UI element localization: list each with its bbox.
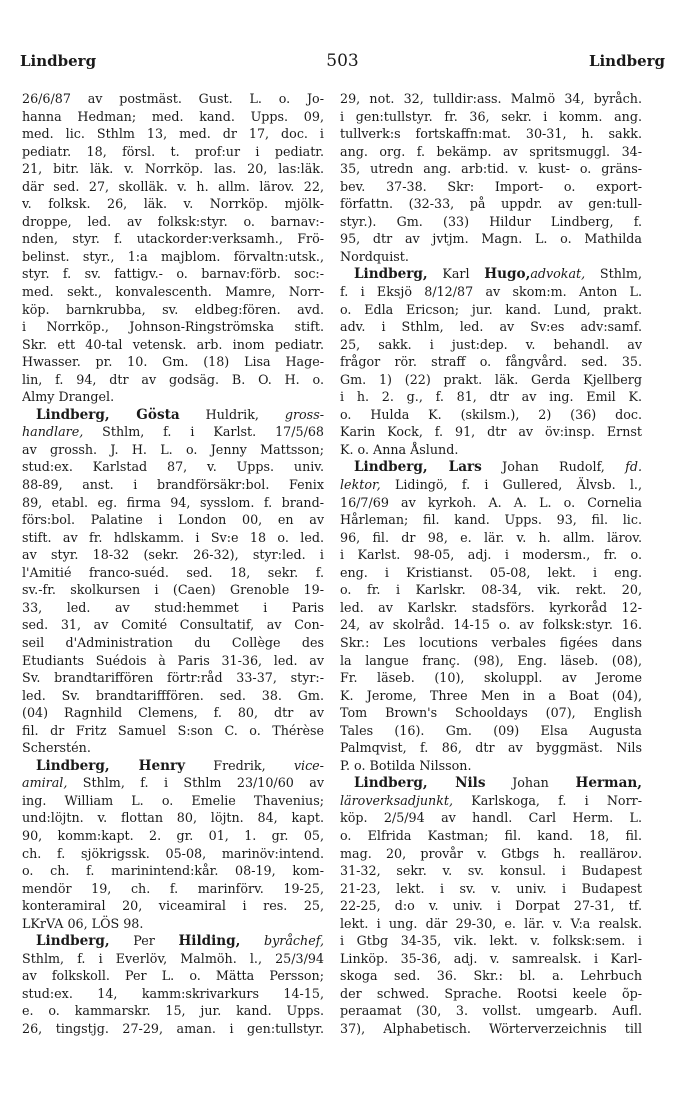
- text-line: [340, 441, 642, 459]
- text-segment: LKrVA 06, LÖS 98.: [22, 915, 144, 931]
- italic-text: gross-: [284, 406, 324, 422]
- text-segment: 22-25, d:o v. univ. i Dorpat 27-31, tf.: [340, 898, 642, 914]
- text-line: [22, 301, 324, 319]
- text-line: [22, 371, 324, 389]
- text-segment: Lidingö, f. i Gullered, Älvsb. l.,: [380, 477, 642, 493]
- text-segment: Fredrik,: [185, 757, 294, 773]
- entry-heading-line: [340, 774, 642, 792]
- text-line: [22, 108, 324, 126]
- text-segment: P. o. Botilda Nilsson.: [340, 757, 472, 773]
- text-line: [340, 599, 642, 617]
- entry-heading-line: [340, 458, 642, 476]
- text-segment: l'Amitié franco-suéd. sed. 18, sekr. f.: [22, 564, 324, 580]
- text-line: [22, 704, 324, 722]
- page-header: [20, 52, 665, 76]
- entry-heading-line: [22, 932, 324, 950]
- text-segment: i gen:tullstyr. fr. 36, sekr. i komm. ang.: [340, 108, 642, 124]
- entry-name: Lindberg, Nils: [354, 775, 486, 792]
- text-segment: hanna Hedman; med. kand. Upps. 09,: [22, 108, 324, 124]
- text-segment: 31-32, sekr. v. sv. konsul. i Budapest: [340, 863, 642, 879]
- text-segment: led. av Karlskr. stadsförs. kyrkoråd 12-: [340, 599, 642, 615]
- text-segment: K. o. Anna Åslund.: [340, 441, 459, 457]
- text-segment: 88-89, anst. i brandförsäkr:bol. Fenix: [22, 477, 324, 493]
- text-segment: Johan Rudolf,: [481, 459, 626, 475]
- text-segment: konteramiral 20, viceamiral i res. 25,: [22, 898, 324, 914]
- entry-name: Lindberg, Lars: [354, 459, 482, 476]
- text-segment: f. i Eksjö 8/12/87 av skom:m. Anton L.: [340, 284, 642, 300]
- entry-name: Herman,: [575, 775, 642, 792]
- entry-name: Lindberg, Gösta: [36, 406, 180, 423]
- text-line: [22, 967, 324, 985]
- italic-text: läroverksadjunkt,: [340, 792, 454, 808]
- text-segment: av styr. 18-32 (sekr. 26-32), styr:led. i: [22, 547, 324, 563]
- text-segment: författn. (32-33, på uppdr. av gen:tull-: [340, 196, 642, 212]
- text-segment: eng. i Kristianst. 05-08, lekt. i eng.: [340, 564, 642, 580]
- text-segment: Karlskoga, f. i Norr-: [453, 792, 642, 808]
- text-segment: o. Edla Ericson; jur. kand. Lund, prakt.: [340, 301, 642, 317]
- text-line: [340, 845, 642, 863]
- text-line: [340, 476, 642, 494]
- text-segment: Sthlm, f. i Everlöv, Malmöh. l., 25/3/94: [22, 950, 324, 966]
- text-line: [22, 827, 324, 845]
- text-segment: 89, etabl. eg. firma 94, sysslom. f. brand-: [22, 494, 324, 510]
- text-line: [340, 669, 642, 687]
- text-segment: med. sekt., konvalescenth. Mamre, Norr-: [22, 284, 324, 300]
- text-segment: Sthlm, f. i Karlst. 17/5/68: [83, 424, 324, 440]
- text-segment: stud:ex. Karlstad 87, v. Upps. univ.: [22, 459, 324, 475]
- text-segment: [240, 933, 264, 948]
- italic-text: advokat,: [530, 266, 586, 282]
- text-line: [340, 423, 642, 441]
- italic-text: fd.: [625, 459, 642, 475]
- text-segment: 33, led. av stud:hemmet i Paris: [22, 599, 324, 615]
- text-segment: mag. 20, provår v. Gtbgs h. realläroν.: [340, 845, 642, 861]
- text-line: [22, 143, 324, 161]
- text-line: [340, 722, 642, 740]
- text-segment: la langue franç. (98), Eng. läseb. (08),: [340, 652, 642, 668]
- header-running-head-right: Lindberg: [588, 52, 665, 70]
- text-line: [340, 880, 642, 898]
- text-line: [22, 494, 324, 512]
- text-line: [22, 564, 324, 582]
- text-line: [22, 265, 324, 283]
- text-segment: bev. 37-38. Skr: Import- o. export-: [340, 178, 642, 194]
- entry-name: Lindberg, Henry: [36, 757, 186, 774]
- text-segment: Karin Kock, f. 91, dtr av öv:insp. Ernst: [340, 424, 642, 440]
- text-line: [22, 388, 324, 406]
- text-segment: Sthlm, f. i Sthlm 23/10/60 av: [67, 775, 324, 791]
- text-segment: K. Jerome, Three Men in a Boat (04),: [340, 687, 642, 703]
- text-line: [22, 178, 324, 196]
- text-line: [22, 950, 324, 968]
- text-line: [22, 845, 324, 863]
- text-line: [340, 932, 642, 950]
- text-segment: Sv. brandtariffören förtr:råd 33-37, styr:-: [22, 670, 324, 686]
- text-line: [340, 985, 642, 1003]
- text-segment: i Karlst. 98-05, adj. i modersm., fr. o.: [340, 547, 642, 563]
- text-line: [340, 581, 642, 599]
- text-line: [340, 283, 642, 301]
- text-segment: Tom Brown's Schooldays (07), English: [340, 705, 642, 721]
- text-line: [22, 546, 324, 564]
- text-line: [340, 950, 642, 968]
- text-segment: lekt. i ung. där 29-30, e. lär. v. V:a realsk.: [340, 915, 642, 931]
- text-segment: nden, styr. f. utackorder:verksamh., Frö-: [22, 231, 324, 247]
- text-line: [22, 511, 324, 529]
- text-segment: und:löjtn. v. flottan 80, löjtn. 84, kapt.: [22, 810, 324, 826]
- text-segment: Hwasser. pr. 10. Gm. (18) Lisa Hage-: [22, 354, 324, 370]
- text-segment: 29, not. 32, tulldir:ass. Malmö 34, byråch.: [340, 91, 642, 106]
- text-segment: Huldrik,: [179, 406, 285, 422]
- text-line: [22, 897, 324, 915]
- text-segment: Almy Drangel.: [22, 389, 115, 405]
- text-segment: 37), Alphabetisch. Wörterverzeichnis till: [340, 1020, 642, 1036]
- text-line: [340, 862, 642, 880]
- text-segment: Skr. ett 40-tal vetensk. arb. inom pediatr.: [22, 336, 324, 352]
- text-line: [22, 283, 324, 301]
- text-line: [22, 792, 324, 810]
- text-segment: stud:ex. 14, kamm:skrivarkurs 14-15,: [22, 985, 324, 1001]
- text-line: [22, 160, 324, 178]
- text-line: [340, 757, 642, 775]
- text-segment: styr. f. sv. fattigv.- o. barnav:förb. soc:-: [22, 266, 324, 282]
- text-line: [340, 494, 642, 512]
- entry-heading-line: [22, 406, 324, 424]
- text-line: [340, 178, 642, 196]
- text-line: [340, 967, 642, 985]
- left-column: [22, 90, 324, 1038]
- text-line: [22, 195, 324, 213]
- text-segment: led. Sv. brandtarifffören. sed. 38. Gm.: [22, 687, 324, 703]
- text-segment: o. fr. i Karlskr. 08-34, vik. rekt. 20,: [340, 582, 642, 598]
- text-segment: Sthlm,: [585, 266, 642, 282]
- text-segment: 90, komm:kapt. 2. gr. 01, 1. gr. 05,: [22, 827, 324, 843]
- text-segment: sed. 31, av Comité Consultatif, av Con-: [22, 617, 324, 633]
- text-segment: seil d'Administration du Collège des: [22, 634, 324, 650]
- text-line: [22, 213, 324, 231]
- text-line: [22, 441, 324, 459]
- text-segment: i Norrköp., Johnson-Ringströmska stift.: [22, 319, 324, 335]
- text-segment: o. Elfrida Kastman; fil. kand. 18, fil.: [340, 827, 642, 843]
- text-line: [340, 827, 642, 845]
- text-line: [340, 125, 642, 143]
- italic-text: handlare,: [22, 424, 84, 440]
- text-segment: belinst. styr., 1:a majblom. förvaltn:utsk.,: [22, 248, 324, 264]
- text-segment: 24, av skolråd. 14-15 o. av folksk:styr. 16.: [340, 617, 642, 633]
- text-line: [22, 353, 324, 371]
- text-segment: Per: [109, 933, 179, 949]
- text-line: [22, 90, 324, 108]
- right-column: [340, 90, 642, 1038]
- text-segment: peraamat (30, 3. vollst. umgearb. Aufl.: [340, 1003, 642, 1019]
- text-line: [340, 739, 642, 757]
- text-segment: 96, fil. dr 98, e. lär. v. h. allm. lärov.: [340, 529, 642, 545]
- text-segment: ing. William L. o. Emelie Thavenius;: [22, 792, 324, 808]
- entry-name: Hugo,: [484, 266, 531, 283]
- text-line: [340, 388, 642, 406]
- text-line: [340, 792, 642, 810]
- text-segment: Karl: [427, 266, 485, 282]
- text-line: [22, 458, 324, 476]
- text-line: [340, 213, 642, 231]
- text-line: [340, 564, 642, 582]
- text-segment: o. Hulda K. (skilsm.), 2) (36) doc.: [340, 406, 642, 422]
- text-segment: 16/7/69 av kyrkoh. A. A. L. o. Cornelia: [340, 494, 642, 510]
- text-line: [340, 616, 642, 634]
- text-segment: Palmqvist, f. 86, dtr av byggmäst. Nils: [340, 740, 642, 756]
- text-line: [340, 160, 642, 178]
- text-segment: v. folksk. 26, läk. v. Norrköp. mjölk-: [22, 196, 324, 212]
- text-segment: Nordquist.: [340, 248, 409, 264]
- text-segment: der schwed. Sprache. Rootsi keele õp-: [340, 985, 642, 1001]
- text-line: [22, 336, 324, 354]
- text-segment: ang. org. f. bekämp. av spritsmuggl. 34-: [340, 143, 642, 159]
- text-segment: i Gtbg 34-35, vik. lekt. v. folksk:sem. i: [340, 933, 642, 949]
- text-segment: e. o. kammarskr. 15, jur. kand. Upps.: [22, 1003, 324, 1019]
- text-line: [340, 301, 642, 319]
- text-segment: adv. i Sthlm, led. av Sv:es adv:samf.: [340, 319, 642, 335]
- text-line: [340, 318, 642, 336]
- text-segment: Tales (16). Gm. (09) Elsa Augusta: [340, 722, 642, 738]
- entry-heading-line: [340, 265, 642, 283]
- text-line: [340, 511, 642, 529]
- text-segment: förs:bol. Palatine i London 00, en av: [22, 512, 324, 528]
- italic-text: byråchef,: [264, 933, 324, 949]
- text-line: [340, 1020, 642, 1038]
- text-segment: droppe, led. av folksk:styr. o. barnav:-: [22, 213, 324, 229]
- text-line: [340, 230, 642, 248]
- text-segment: Johan: [485, 775, 576, 791]
- text-segment: 95, dtr av jvtjm. Magn. L. o. Mathilda: [340, 231, 642, 247]
- text-segment: Scherstén.: [22, 740, 91, 756]
- text-line: [22, 599, 324, 617]
- italic-text: amiral,: [22, 775, 68, 791]
- text-line: [340, 108, 642, 126]
- text-line: [340, 652, 642, 670]
- text-segment: Linköp. 35-36, adj. v. samrealsk. i Karl-: [340, 950, 642, 966]
- italic-text: lektor,: [340, 477, 381, 493]
- text-segment: köp. 2/5/94 av handl. Carl Herm. L.: [340, 810, 642, 826]
- text-segment: 35, utredn ang. arb:tid. v. kust- o. gräns-: [340, 161, 642, 177]
- text-segment: 26, tingstjg. 27-29, aman. i gen:tullstyr.: [22, 1020, 324, 1036]
- text-segment: Fr. läseb. (10), skoluppl. av Jerome: [340, 670, 642, 686]
- text-segment: sv.-fr. skolkursen i (Caen) Grenoble 19-: [22, 582, 324, 598]
- text-line: [340, 687, 642, 705]
- text-line: [22, 230, 324, 248]
- text-line: [340, 371, 642, 389]
- text-line: [340, 529, 642, 547]
- text-line: [340, 809, 642, 827]
- text-line: [22, 1020, 324, 1038]
- text-line: [22, 125, 324, 143]
- text-segment: ch. f. sjökrigssk. 05-08, marinöv:intend.: [22, 845, 324, 861]
- text-line: [340, 406, 642, 424]
- text-segment: 21, bitr. läk. v. Norrköp. las. 20, las:läk.: [22, 161, 324, 177]
- text-line: [22, 248, 324, 266]
- text-segment: frågor rör. straff o. fångvård. sed. 35.: [340, 354, 642, 370]
- text-line: [22, 880, 324, 898]
- text-line: [340, 897, 642, 915]
- text-line: [22, 809, 324, 827]
- text-segment: styr.). Gm. (33) Hildur Lindberg, f.: [340, 213, 642, 229]
- header-running-head-left: Lindberg: [20, 52, 97, 70]
- text-segment: 21-23, lekt. i sv. v. univ. i Budapest: [340, 880, 642, 896]
- text-line: [340, 143, 642, 161]
- text-segment: 25, sakk. i just:dep. v. behandl. av: [340, 336, 642, 352]
- text-line: [340, 546, 642, 564]
- text-segment: pediatr. 18, försl. t. prof:ur i pediatr.: [22, 143, 324, 159]
- text-line: [22, 985, 324, 1003]
- entry-name: Hilding,: [178, 933, 241, 950]
- text-line: [22, 318, 324, 336]
- text-segment: (04) Ragnhild Clemens, f. 80, dtr av: [22, 705, 324, 721]
- text-segment: där sed. 27, skolläk. v. h. allm. lärov. 22,: [22, 178, 324, 194]
- text-line: [22, 774, 324, 792]
- entry-name: Lindberg,: [36, 933, 110, 950]
- text-segment: mendör 19, ch. f. marinförv. 19-25,: [22, 880, 324, 896]
- text-segment: 26/6/87 av postmäst. Gust. L. o. Jo-: [22, 91, 324, 106]
- text-line: [22, 529, 324, 547]
- text-segment: av folkskoll. Per L. o. Mätta Persson;: [22, 968, 324, 984]
- text-line: [340, 336, 642, 354]
- text-line: [22, 581, 324, 599]
- text-segment: Skr.: Les locutions verbales figées dans: [340, 634, 642, 650]
- text-line: [340, 634, 642, 652]
- text-line: [22, 915, 324, 933]
- text-line: [22, 687, 324, 705]
- text-segment: lin, f. 94, dtr av godsäg. B. O. H. o.: [22, 371, 324, 387]
- text-line: [22, 423, 324, 441]
- text-segment: o. ch. f. marinintend:kår. 08-19, kom-: [22, 863, 324, 879]
- text-line: [340, 90, 642, 108]
- text-segment: stift. av fr. hdlskamm. i Sv:e 18 o. led.: [22, 529, 324, 545]
- text-line: [22, 739, 324, 757]
- text-segment: Etudiants Suédois à Paris 31-36, led. av: [22, 652, 324, 668]
- text-line: [340, 353, 642, 371]
- text-segment: i h. 2. g., f. 81, dtr av ing. Emil K.: [340, 389, 642, 405]
- text-line: [22, 669, 324, 687]
- text-line: [22, 722, 324, 740]
- text-segment: Gm. 1) (22) prakt. läk. Gerda Kjellberg: [340, 371, 642, 387]
- text-line: [340, 195, 642, 213]
- text-line: [22, 634, 324, 652]
- text-line: [340, 248, 642, 266]
- text-line: [22, 862, 324, 880]
- text-segment: köp. barnkrubba, sv. eldbeg:fören. avd.: [22, 301, 324, 317]
- text-segment: med. lic. Sthlm 13, med. dr 17, doc. i: [22, 126, 324, 142]
- text-segment: fil. dr Fritz Samuel S:son C. o. Thérèse: [22, 722, 324, 738]
- text-line: [22, 652, 324, 670]
- text-line: [340, 704, 642, 722]
- text-segment: skoga sed. 36. Skr.: bl. a. Lehrbuch: [340, 968, 642, 984]
- page-number: 503: [326, 51, 359, 71]
- text-line: [22, 476, 324, 494]
- entry-heading-line: [22, 757, 324, 775]
- text-line: [340, 915, 642, 933]
- text-line: [22, 1002, 324, 1020]
- italic-text: vice-: [293, 757, 324, 773]
- text-line: [340, 1002, 642, 1020]
- entry-name: Lindberg,: [354, 266, 428, 283]
- text-segment: Hårleman; fil. kand. Upps. 93, fil. lic.: [340, 512, 642, 528]
- text-segment: tullverk:s fortskaffn:mat. 30-31, h. sakk.: [340, 126, 642, 142]
- text-segment: av grossh. J. H. L. o. Jenny Mattsson;: [22, 441, 324, 457]
- text-line: [22, 616, 324, 634]
